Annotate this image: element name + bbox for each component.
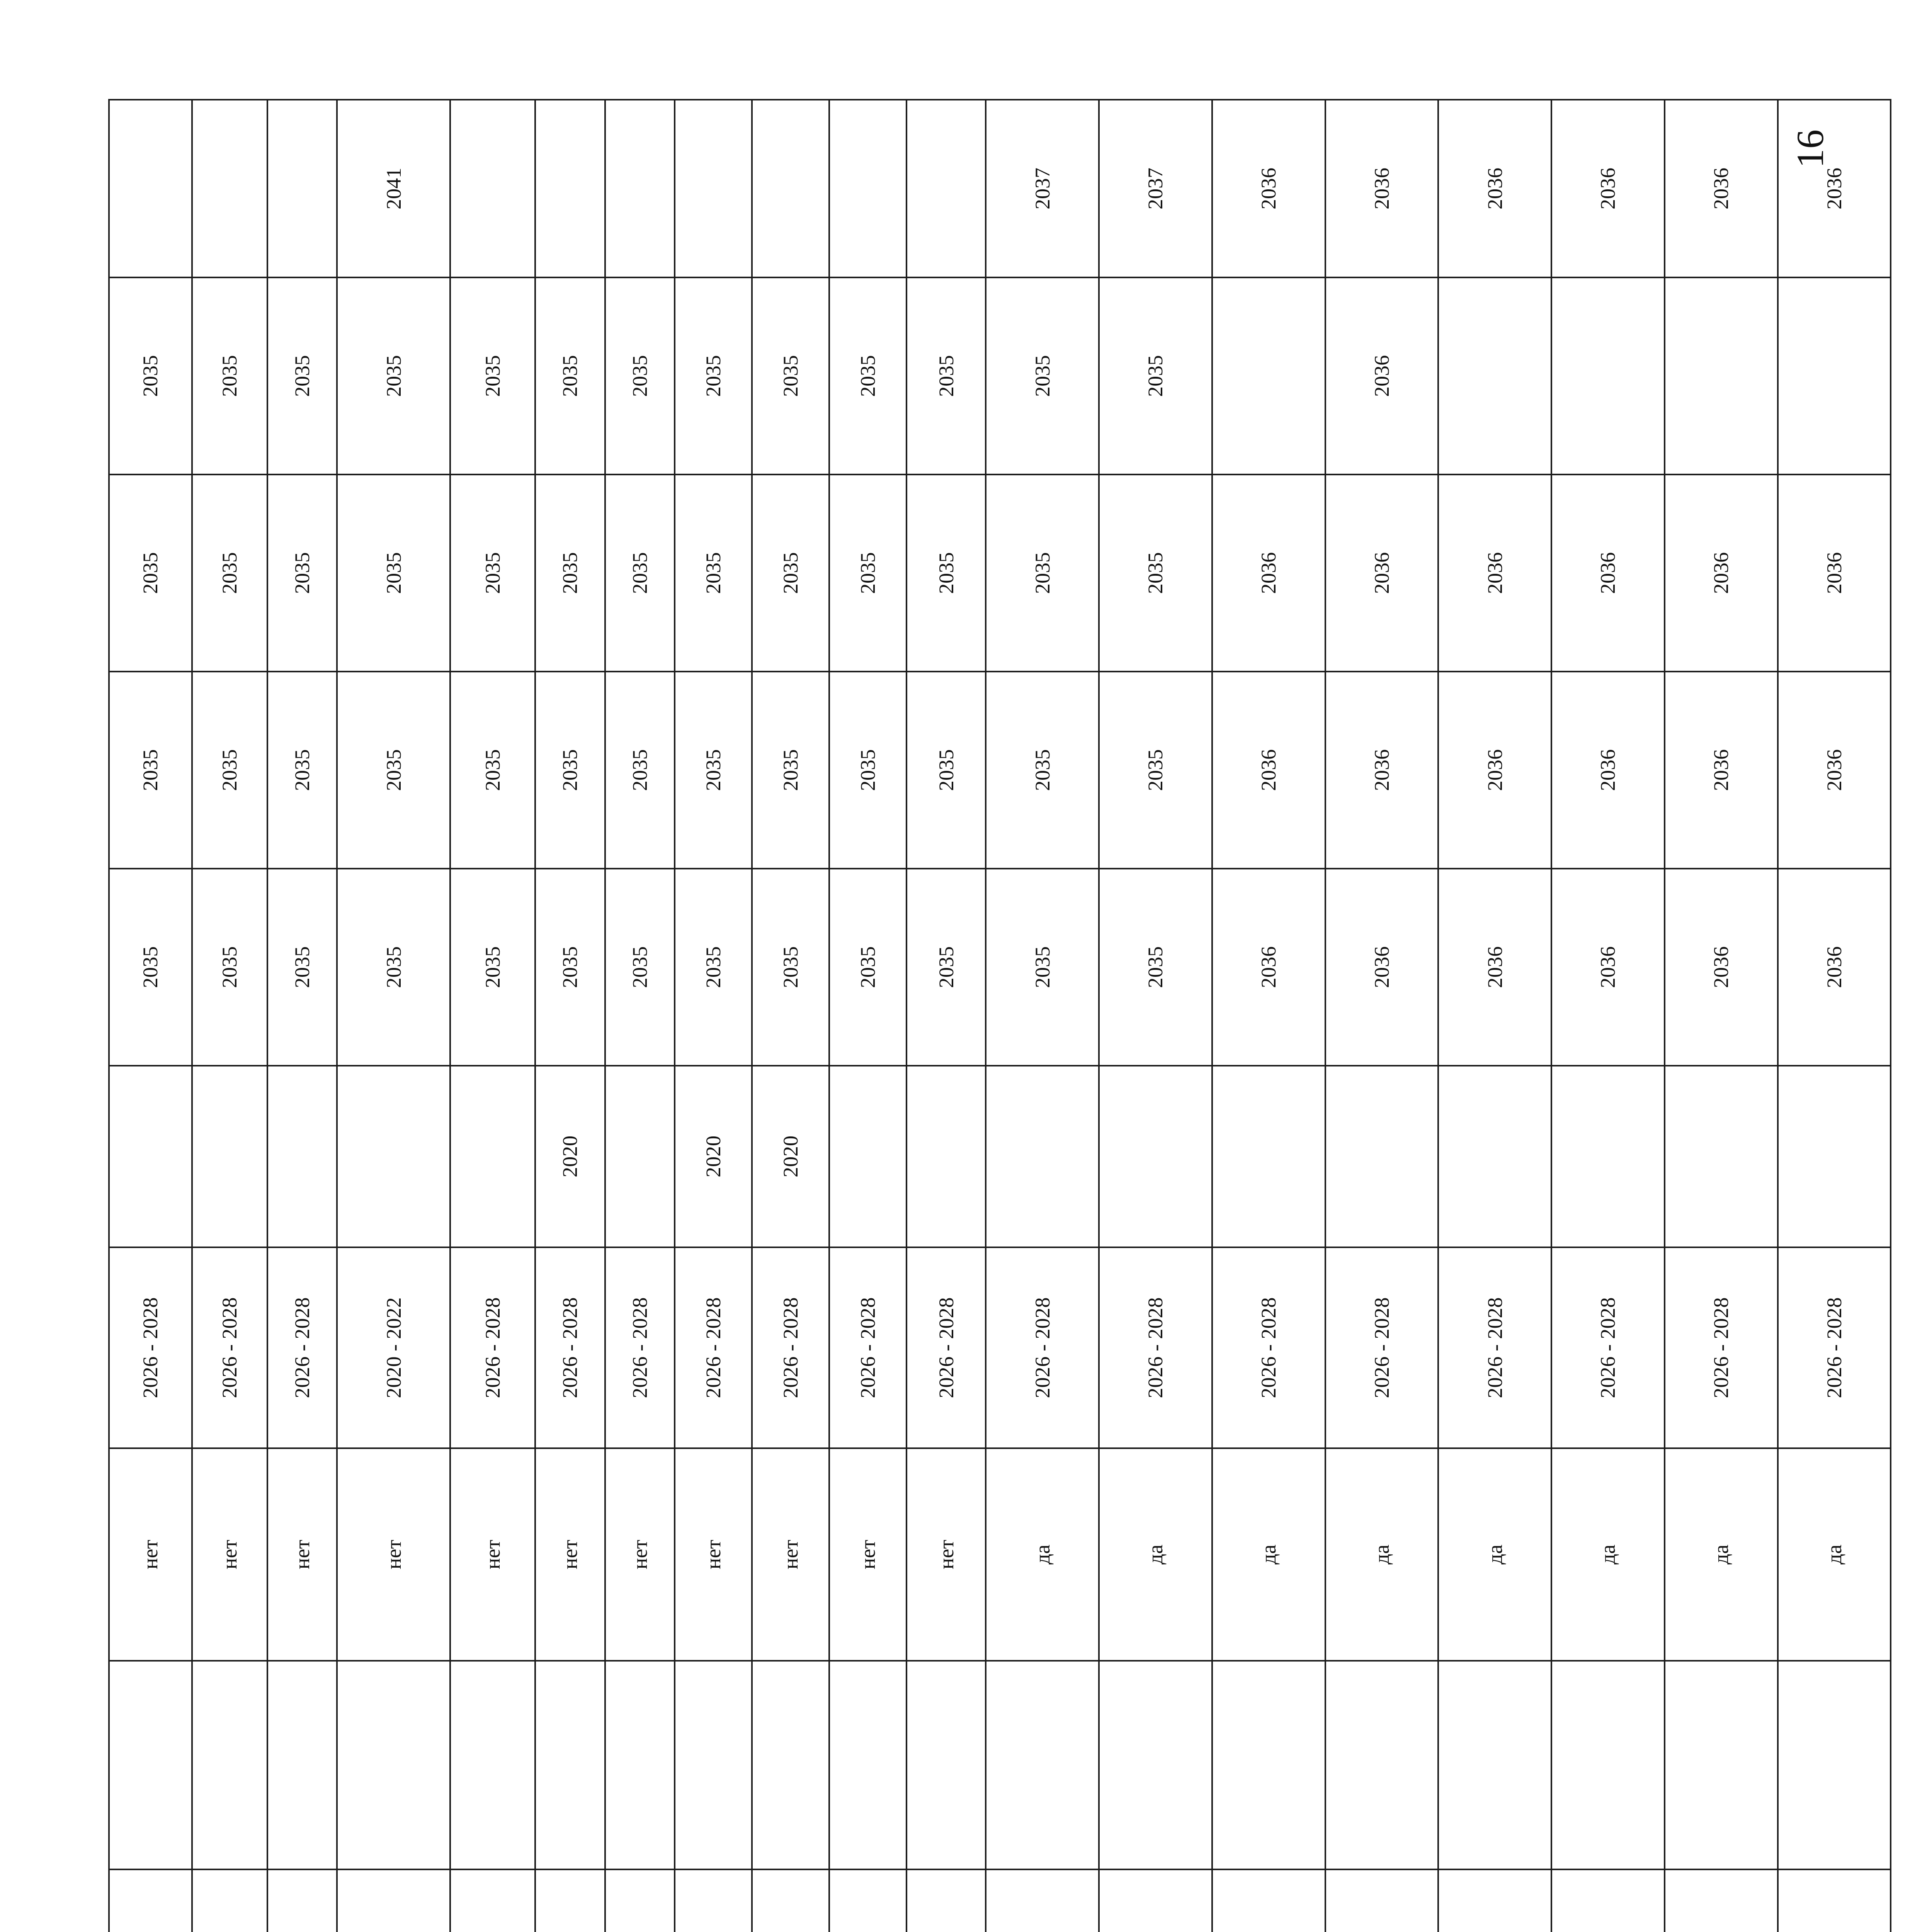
- cell-c13: 2035: [535, 277, 605, 474]
- table-row: [1212, 100, 1325, 1932]
- cell-c14: [535, 100, 605, 277]
- cell-c7: нет: [192, 1448, 267, 1661]
- cell-c6: [752, 1661, 829, 1869]
- cell-c10: 2035: [535, 869, 605, 1066]
- cell-c6: [605, 1661, 675, 1869]
- cell-c6: [1212, 1661, 1325, 1869]
- cell-c7: нет: [109, 1448, 192, 1661]
- cell-c11: 2035: [535, 672, 605, 869]
- cell-c6: [109, 1661, 192, 1869]
- table-row: [675, 100, 752, 1932]
- housing-table: [108, 99, 1891, 1932]
- cell-c12: 2036: [1438, 474, 1551, 672]
- cell-c14: 2036: [1778, 100, 1891, 277]
- cell-period: 2026 - 2028: [267, 1247, 337, 1448]
- cell-c11: 2035: [450, 672, 535, 869]
- cell-c11: 2036: [1212, 672, 1325, 869]
- cell-c11: 2035: [605, 672, 675, 869]
- cell-c9: [1665, 1066, 1778, 1247]
- cell-c11: 2035: [986, 672, 1099, 869]
- cell-c10: 2035: [1099, 869, 1212, 1066]
- cell-year: [1099, 1869, 1212, 1932]
- cell-c6: [986, 1661, 1099, 1869]
- cell-c10: 2035: [109, 869, 192, 1066]
- cell-period: 2026 - 2028: [605, 1247, 675, 1448]
- cell-c9: [337, 1066, 450, 1247]
- cell-c6: [675, 1661, 752, 1869]
- cell-c7: нет: [605, 1448, 675, 1661]
- cell-c10: 2035: [450, 869, 535, 1066]
- cell-c7: да: [1212, 1448, 1325, 1661]
- cell-c6: [1551, 1661, 1665, 1869]
- cell-c10: 2035: [906, 869, 986, 1066]
- table-row: [1438, 100, 1551, 1932]
- cell-c14: [450, 100, 535, 277]
- cell-c9: [906, 1066, 986, 1247]
- cell-year: [1665, 1869, 1778, 1932]
- table-row: [752, 100, 829, 1932]
- cell-year: [1551, 1869, 1665, 1932]
- cell-c7: нет: [752, 1448, 829, 1661]
- cell-year: [1212, 1869, 1325, 1932]
- cell-c10: 2035: [829, 869, 906, 1066]
- cell-c7: да: [1099, 1448, 1212, 1661]
- cell-c13: 2035: [675, 277, 752, 474]
- cell-c10: 2035: [605, 869, 675, 1066]
- table-row: [986, 100, 1099, 1932]
- table-row: [829, 100, 906, 1932]
- cell-c9: [109, 1066, 192, 1247]
- cell-c7: да: [1778, 1448, 1891, 1661]
- cell-c14: [605, 100, 675, 277]
- cell-year: [829, 1869, 906, 1932]
- cell-period: 2026 - 2028: [986, 1247, 1099, 1448]
- cell-c12: 2035: [337, 474, 450, 672]
- cell-c12: 2035: [535, 474, 605, 672]
- cell-c11: 2035: [267, 672, 337, 869]
- cell-c6: [1665, 1661, 1778, 1869]
- cell-year: [1325, 1869, 1439, 1932]
- cell-c7: да: [1551, 1448, 1665, 1661]
- cell-c9: [829, 1066, 906, 1247]
- cell-year: [267, 1869, 337, 1932]
- cell-year: [986, 1869, 1099, 1932]
- cell-c13: [1212, 277, 1325, 474]
- cell-c6: [450, 1661, 535, 1869]
- cell-c6: [267, 1661, 337, 1869]
- cell-c6: [906, 1661, 986, 1869]
- cell-c9: [1325, 1066, 1439, 1247]
- cell-c12: 2036: [1665, 474, 1778, 672]
- cell-c12: 2036: [1778, 474, 1891, 672]
- cell-c7: нет: [337, 1448, 450, 1661]
- cell-c14: [109, 100, 192, 277]
- cell-c12: 2036: [1325, 474, 1439, 672]
- cell-c14: 2036: [1551, 100, 1665, 277]
- cell-c6: [1778, 1661, 1891, 1869]
- table-row: [109, 100, 192, 1932]
- cell-year: [605, 1869, 675, 1932]
- cell-c10: 2036: [1551, 869, 1665, 1066]
- cell-year: [752, 1869, 829, 1932]
- cell-period: 2026 - 2028: [109, 1247, 192, 1448]
- cell-c13: 2036: [1325, 277, 1439, 474]
- cell-c10: 2035: [192, 869, 267, 1066]
- cell-c12: 2036: [1212, 474, 1325, 672]
- cell-c10: 2035: [337, 869, 450, 1066]
- cell-c11: 2036: [1665, 672, 1778, 869]
- cell-c13: 2035: [906, 277, 986, 474]
- cell-c7: нет: [906, 1448, 986, 1661]
- cell-c13: [1551, 277, 1665, 474]
- cell-c9: [986, 1066, 1099, 1247]
- cell-year: [906, 1869, 986, 1932]
- cell-c14: [267, 100, 337, 277]
- cell-year: [450, 1869, 535, 1932]
- cell-c9: [1438, 1066, 1551, 1247]
- cell-c11: 2035: [906, 672, 986, 869]
- cell-period: 2026 - 2028: [906, 1247, 986, 1448]
- cell-c13: 2035: [192, 277, 267, 474]
- cell-c13: 2035: [605, 277, 675, 474]
- cell-c7: да: [986, 1448, 1099, 1661]
- table-row: [192, 100, 267, 1932]
- cell-year: [675, 1869, 752, 1932]
- cell-period: 2026 - 2028: [1325, 1247, 1439, 1448]
- cell-year: [109, 1869, 192, 1932]
- cell-c9: [450, 1066, 535, 1247]
- table-row: [337, 100, 450, 1932]
- cell-c11: 2035: [337, 672, 450, 869]
- cell-c13: [1778, 277, 1891, 474]
- cell-c14: 2036: [1665, 100, 1778, 277]
- cell-c7: да: [1665, 1448, 1778, 1661]
- cell-c7: да: [1438, 1448, 1551, 1661]
- cell-period: 2026 - 2028: [675, 1247, 752, 1448]
- table-row: [1778, 100, 1891, 1932]
- cell-c11: 2035: [109, 672, 192, 869]
- cell-c9: 2020: [675, 1066, 752, 1247]
- cell-year: [535, 1869, 605, 1932]
- table-row: [1551, 100, 1665, 1932]
- cell-c10: 2036: [1665, 869, 1778, 1066]
- cell-c12: 2035: [906, 474, 986, 672]
- cell-c9: [1099, 1066, 1212, 1247]
- cell-period: 2026 - 2028: [829, 1247, 906, 1448]
- cell-c7: да: [1325, 1448, 1439, 1661]
- cell-c12: 2035: [986, 474, 1099, 672]
- cell-c13: 2035: [1099, 277, 1212, 474]
- cell-year: [1778, 1869, 1891, 1932]
- cell-c12: 2035: [752, 474, 829, 672]
- table-row: [906, 100, 986, 1932]
- table-row: [535, 100, 605, 1932]
- cell-c6: [192, 1661, 267, 1869]
- cell-c13: [1438, 277, 1551, 474]
- cell-c12: 2035: [605, 474, 675, 672]
- table-row: [267, 100, 337, 1932]
- cell-c14: [192, 100, 267, 277]
- cell-year: [337, 1869, 450, 1932]
- cell-period: 2020 - 2022: [337, 1247, 450, 1448]
- cell-period: 2026 - 2028: [450, 1247, 535, 1448]
- cell-period: 2026 - 2028: [1778, 1247, 1891, 1448]
- cell-c11: 2035: [752, 672, 829, 869]
- cell-c10: 2036: [1325, 869, 1439, 1066]
- table-row: [1099, 100, 1212, 1932]
- cell-c14: 2037: [1099, 100, 1212, 277]
- cell-c12: 2035: [675, 474, 752, 672]
- cell-c6: [1325, 1661, 1439, 1869]
- cell-c11: 2036: [1551, 672, 1665, 869]
- cell-c14: [675, 100, 752, 277]
- cell-c13: 2035: [267, 277, 337, 474]
- cell-c9: 2020: [535, 1066, 605, 1247]
- cell-c10: 2035: [267, 869, 337, 1066]
- cell-c12: 2035: [267, 474, 337, 672]
- cell-c13: 2035: [450, 277, 535, 474]
- cell-c11: 2036: [1438, 672, 1551, 869]
- cell-c13: 2035: [337, 277, 450, 474]
- table-row: [1665, 100, 1778, 1932]
- cell-period: 2026 - 2028: [1551, 1247, 1665, 1448]
- cell-c9: [605, 1066, 675, 1247]
- cell-c14: 2036: [1438, 100, 1551, 277]
- table-row: [605, 100, 675, 1932]
- cell-c14: [906, 100, 986, 277]
- cell-period: 2026 - 2028: [192, 1247, 267, 1448]
- cell-period: 2026 - 2028: [535, 1247, 605, 1448]
- cell-c12: 2035: [1099, 474, 1212, 672]
- cell-c10: 2036: [1212, 869, 1325, 1066]
- cell-c7: нет: [675, 1448, 752, 1661]
- cell-year: [1438, 1869, 1551, 1932]
- cell-c11: 2035: [192, 672, 267, 869]
- table-row: [450, 100, 535, 1932]
- cell-year: [192, 1869, 267, 1932]
- cell-period: 2026 - 2028: [1099, 1247, 1212, 1448]
- cell-c9: 2020: [752, 1066, 829, 1247]
- cell-c6: [535, 1661, 605, 1869]
- cell-c11: 2036: [1325, 672, 1439, 869]
- cell-c14: 2036: [1325, 100, 1439, 277]
- cell-c12: 2035: [450, 474, 535, 672]
- cell-c13: 2035: [109, 277, 192, 474]
- cell-c9: [1212, 1066, 1325, 1247]
- table-body: [109, 100, 1891, 1932]
- cell-c14: 2037: [986, 100, 1099, 277]
- cell-c6: [1438, 1661, 1551, 1869]
- cell-c10: 2036: [1438, 869, 1551, 1066]
- cell-c7: нет: [450, 1448, 535, 1661]
- cell-c11: 2035: [829, 672, 906, 869]
- cell-c12: 2035: [829, 474, 906, 672]
- cell-c14: [829, 100, 906, 277]
- cell-c10: 2035: [752, 869, 829, 1066]
- cell-c10: 2035: [986, 869, 1099, 1066]
- cell-c12: 2036: [1551, 474, 1665, 672]
- cell-c9: [1778, 1066, 1891, 1247]
- cell-c14: [752, 100, 829, 277]
- cell-c10: 2036: [1778, 869, 1891, 1066]
- cell-c6: [1099, 1661, 1212, 1869]
- cell-c11: 2036: [1778, 672, 1891, 869]
- cell-c14: 2036: [1212, 100, 1325, 277]
- cell-c13: 2035: [986, 277, 1099, 474]
- cell-period: 2026 - 2028: [752, 1247, 829, 1448]
- cell-c9: [267, 1066, 337, 1247]
- cell-c9: [192, 1066, 267, 1247]
- cell-c7: нет: [829, 1448, 906, 1661]
- cell-c6: [337, 1661, 450, 1869]
- cell-period: 2026 - 2028: [1212, 1247, 1325, 1448]
- cell-c11: 2035: [675, 672, 752, 869]
- cell-c12: 2035: [109, 474, 192, 672]
- cell-c13: 2035: [829, 277, 906, 474]
- cell-c9: [1551, 1066, 1665, 1247]
- cell-c14: 2041: [337, 100, 450, 277]
- cell-c10: 2035: [675, 869, 752, 1066]
- cell-c6: [829, 1661, 906, 1869]
- cell-period: 2026 - 2028: [1665, 1247, 1778, 1448]
- cell-c11: 2035: [1099, 672, 1212, 869]
- cell-c12: 2035: [192, 474, 267, 672]
- page-number: 16: [1789, 129, 1832, 168]
- cell-c13: [1665, 277, 1778, 474]
- cell-period: 2026 - 2028: [1438, 1247, 1551, 1448]
- cell-c7: нет: [535, 1448, 605, 1661]
- cell-c7: нет: [267, 1448, 337, 1661]
- table-row: [1325, 100, 1439, 1932]
- cell-c13: 2035: [752, 277, 829, 474]
